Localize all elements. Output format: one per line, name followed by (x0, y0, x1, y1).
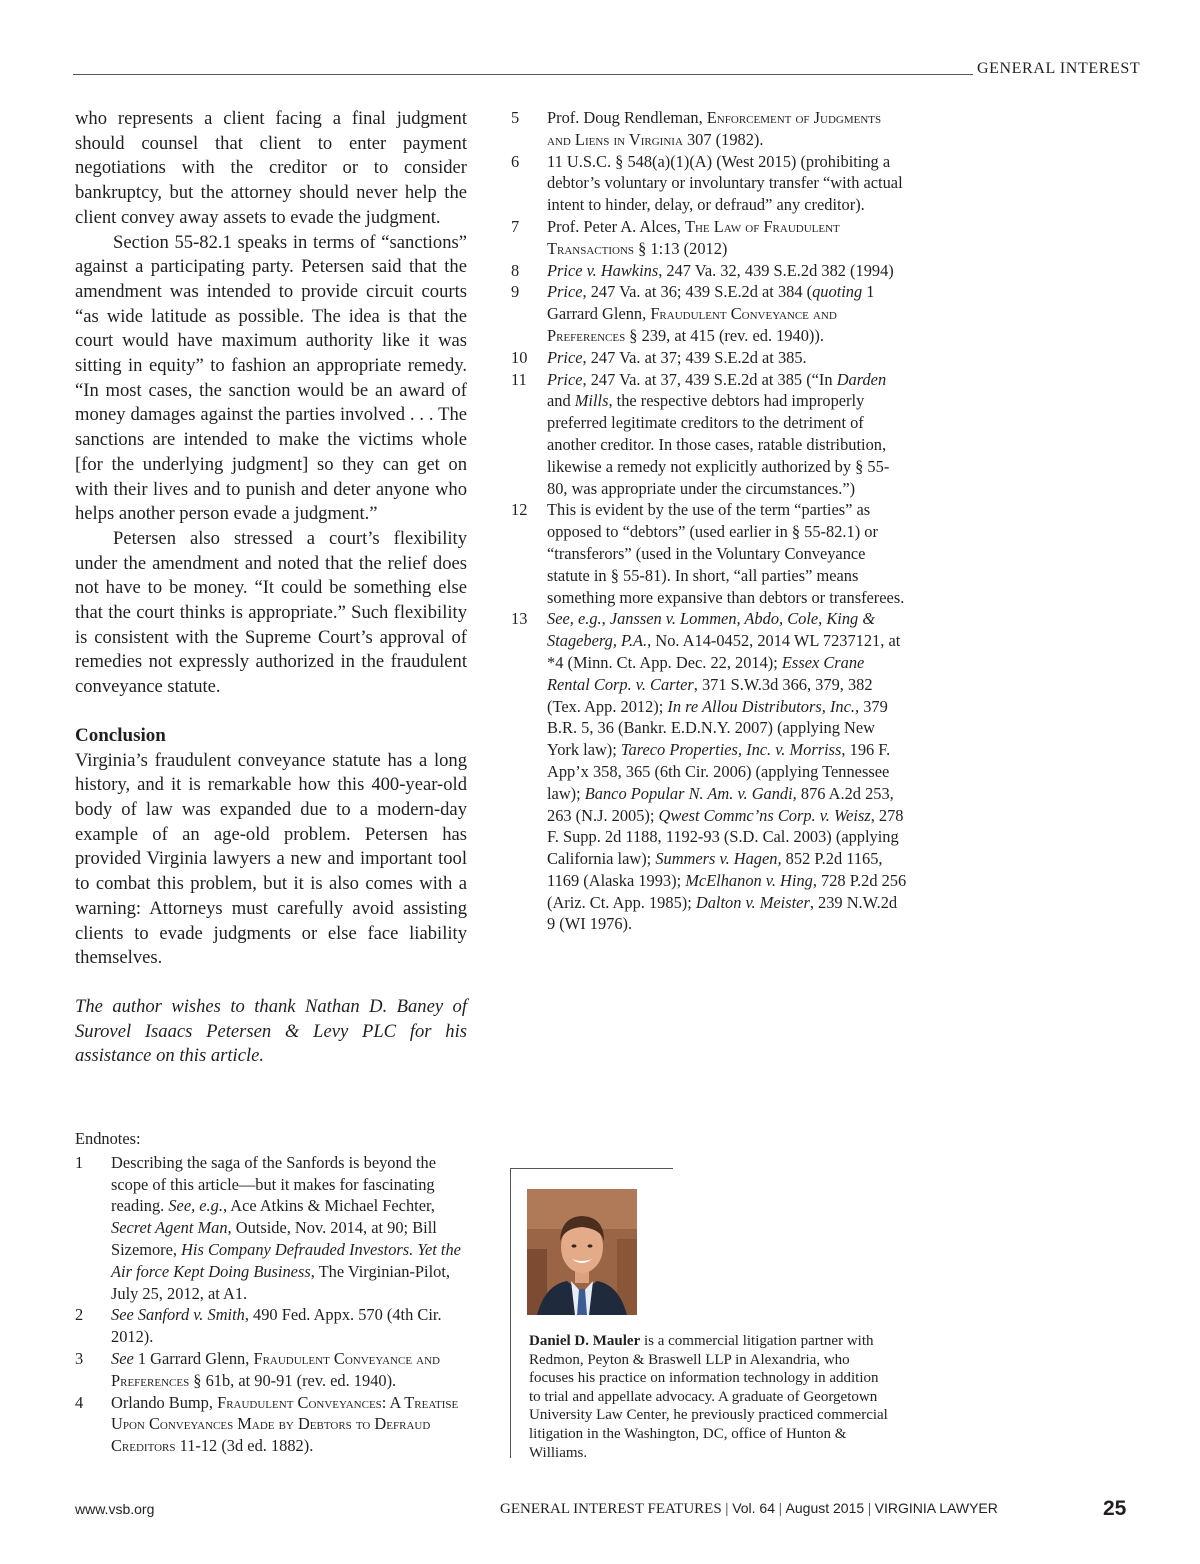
paragraph: Virginia’s fraudulent conveyance statute has a long history, and it is remarkable how this 400-year-old body of law was expanded due to a modern-day example of an age-old problem. Petersen has provided Virginia lawyers a new and important tool to combat this problem, but it is also comes with a warning: Attorneys must carefully avoid assisting clients to evade judgments or else face liability themselves. (75, 749, 467, 969)
endnote (511, 608, 907, 935)
endnote-number: 11 (511, 369, 527, 389)
acknowledgment: The author wishes to thank Nathan D. Baney of Surovel Isaacs Petersen & Levy PLC for his assistance on this article. (75, 995, 467, 1067)
section-header: GENERAL INTEREST (977, 60, 1141, 77)
endnotes-title: Endnotes: (75, 1129, 141, 1148)
endnote-number: 6 (511, 151, 520, 171)
endnote-text: Describing the saga of the Sanfords is beyond the scope of this article—but it makes for fascinating reading. See, e.g., Ace Atkins & Michael Fechter, Secret Agent Man, Outside, Nov. 2014, at 90; Bill Sizemore, His Company Defrauded Investors. Yet the Air force Kept Doing Business, The Virginian-Pilot, July 25, 2012, at A1. (111, 1152, 461, 1303)
endnote (511, 107, 907, 151)
endnote-text: Price v. Hawkins, 247 Va. 32, 439 S.E.2d 382 (1994) (547, 260, 894, 280)
footer-volume: Vol. 64 (732, 1500, 776, 1516)
footer-separator: | (864, 1501, 875, 1517)
endnote-number: 1 (75, 1152, 84, 1172)
endnote (511, 260, 907, 282)
endnote-number: 3 (75, 1348, 84, 1368)
footer-separator: | (775, 1501, 786, 1517)
bio-side-rule (510, 1168, 511, 1458)
footer-separator: | (721, 1501, 733, 1517)
endnote (511, 281, 907, 346)
author-portrait-image (527, 1189, 637, 1315)
endnote-number: 5 (511, 108, 520, 127)
author-bio-text: is a commercial litigation partner with Redmon, Peyton & Braswell LLP in Alexandria, who focuses his practice on information technology in addition to trial and appellate advocacy. A graduate of Georgetown University Law Center, he previously practiced commercial litigation in the Washington, DC, office of Hunton & Williams. (529, 1333, 888, 1461)
endnote-text: Price, 247 Va. at 37, 439 S.E.2d at 385 (“In Darden and Mills, the respective debtors had improperly preferred legitimate creditors to the detriment of another creditor. In those cases, ratable distribution, likewise a remedy not explicitly authorized by § 55-80, was appropriate under the circumstances.”) (547, 369, 890, 498)
footer-features: GENERAL INTEREST FEATURES (500, 1501, 722, 1517)
endnote (511, 499, 907, 608)
endnote-text: See 1 Garrard Glenn, Fraudulent Conveyance and Preferences § 61b, at 90-91 (rev. ed. 1940). (111, 1348, 440, 1390)
endnote (75, 1304, 467, 1348)
author-bio (529, 1332, 889, 1462)
endnote-number: 9 (511, 282, 520, 302)
endnote (75, 1152, 467, 1305)
endnote-number: 13 (511, 609, 528, 629)
author-name: Daniel D. Mauler (529, 1333, 641, 1349)
endnote-number: 4 (75, 1392, 84, 1412)
footer-url[interactable]: www.vsb.org (75, 1501, 155, 1517)
endnote-text: This is evident by the use of the term “parties” as opposed to “debtors” (used earlier in § 55-82.1) or “transferors” (used in the Voluntary Conveyance statute in § 55-81). In short, “all parties” means something more expansive than debtors or transferees. (547, 500, 905, 607)
author-photo (527, 1189, 637, 1315)
endnote-number: 12 (511, 500, 528, 520)
endnote-text: See, e.g., Janssen v. Lommen, Abdo, Cole, King & Stageberg, P.A., No. A14-0452, 2014 WL 7237121, at *4 (Minn. Ct. App. Dec. 22, 2014); Essex Crane Rental Corp. v. Carter, 371 S.W.3d 366, 379, 382 (Tex. App. 2012); In re Allou Distributors, Inc., 379 B.R. 5, 36 (Bankr. E.D.N.Y. 2007) (applying New York law); Tareco Properties, Inc. v. Morriss, 196 F. App’x 358, 365 (6th Cir. 2006) (applying Tennessee law); Banco Popular N. Am. v. Gandi, 876 A.2d 253, 263 (N.J. 2005); Qwest Commc’ns Corp. v. Weisz, 278 F. Supp. 2d 1188, 1192-93 (S.D. Cal. 2003) (applying California law); Summers v. Hagen, 852 P.2d 1165, 1169 (Alaska 1993); McElhanon v. Hing, 728 P.2d 256 (Ariz. Ct. App. 1985); Dalton v. Meister, 239 N.W.2d 9 (WI 1976). (547, 609, 907, 934)
endnote-text: Prof. Doug Rendleman, Enforcement of Judgments and Liens in Virginia 307 (1982). (547, 108, 882, 149)
endnote-number: 7 (511, 216, 520, 236)
endnote-text: See Sanford v. Smith, 490 Fed. Appx. 570 (4th Cir. 2012). (111, 1305, 442, 1347)
paragraph: Section 55-82.1 speaks in terms of “sanctions” against a participating party. Petersen said that the amendment was intended to provide circuit courts “as wide latitude as possible. The idea is that the court would have maximum authority like it was sitting in equity” to fashion an appropriate remedy. “In most cases, the sanction would be an award of money damages against the parties involved . . . The sanctions are intended to make the victims whole [for the underlying judgment] so they can get on with their lives and to punish and deter anyone who helps another person evade a judgment.” (75, 231, 467, 525)
endnote-number: 10 (511, 347, 528, 367)
endnote (75, 1392, 467, 1457)
footer-date: August 2015 (785, 1500, 865, 1516)
endnote-text: Prof. Peter A. Alces, The Law of Fraudulent Transactions § 1:13 (2012) (547, 216, 840, 258)
bio-top-rule (510, 1168, 673, 1169)
endnote (75, 1348, 467, 1392)
endnote (511, 369, 907, 500)
page-number: 25 (1103, 1497, 1127, 1520)
endnote (511, 151, 907, 216)
endnote-text: Price, 247 Va. at 36; 439 S.E.2d at 384 (quoting 1 Garrard Glenn, Fraudulent Conveyance and Preferences § 239, at 415 (rev. ed. 1940)). (547, 282, 875, 345)
endnotes-right (511, 107, 907, 935)
endnote-number: 8 (511, 260, 520, 280)
endnote-text: Price, 247 Va. at 37; 439 S.E.2d at 385. (547, 347, 807, 367)
endnote-number: 2 (75, 1305, 84, 1325)
header-rule (73, 74, 973, 75)
paragraph: who represents a client facing a final judgment should counsel that client to enter payment negotiations with the creditor or to consider bankruptcy, but the attorney should never help the client convey away assets to evade the judgment. (75, 108, 467, 228)
footer-publication (500, 1500, 998, 1518)
endnote-text: Orlando Bump, Fraudulent Conveyances: A Treatise Upon Conveyances Made by Debtors to Defraud Creditors 11-12 (3d ed. 1882). (111, 1392, 459, 1456)
endnote-text: 11 U.S.C. § 548(a)(1)(A) (West 2015) (prohibiting a debtor’s voluntary or involuntary transfer “with actual intent to hinder, delay, or defraud” any creditor). (547, 151, 903, 215)
endnote (511, 347, 907, 369)
conclusion-heading: Conclusion (75, 724, 166, 746)
endnote (511, 216, 907, 260)
paragraph: Petersen also stressed a court’s flexibility under the amendment and noted that the relief does not have to be money. “It could be something else that the court thinks is appropriate.” Such flexibility is consistent with the Supreme Court’s approval of remedies not expressly authorized in the fraudulent conveyance statute. (75, 527, 467, 698)
endnotes-left (75, 1128, 467, 1457)
footer-magazine: VIRGINIA LAWYER (874, 1500, 998, 1516)
article-body (75, 107, 467, 1069)
